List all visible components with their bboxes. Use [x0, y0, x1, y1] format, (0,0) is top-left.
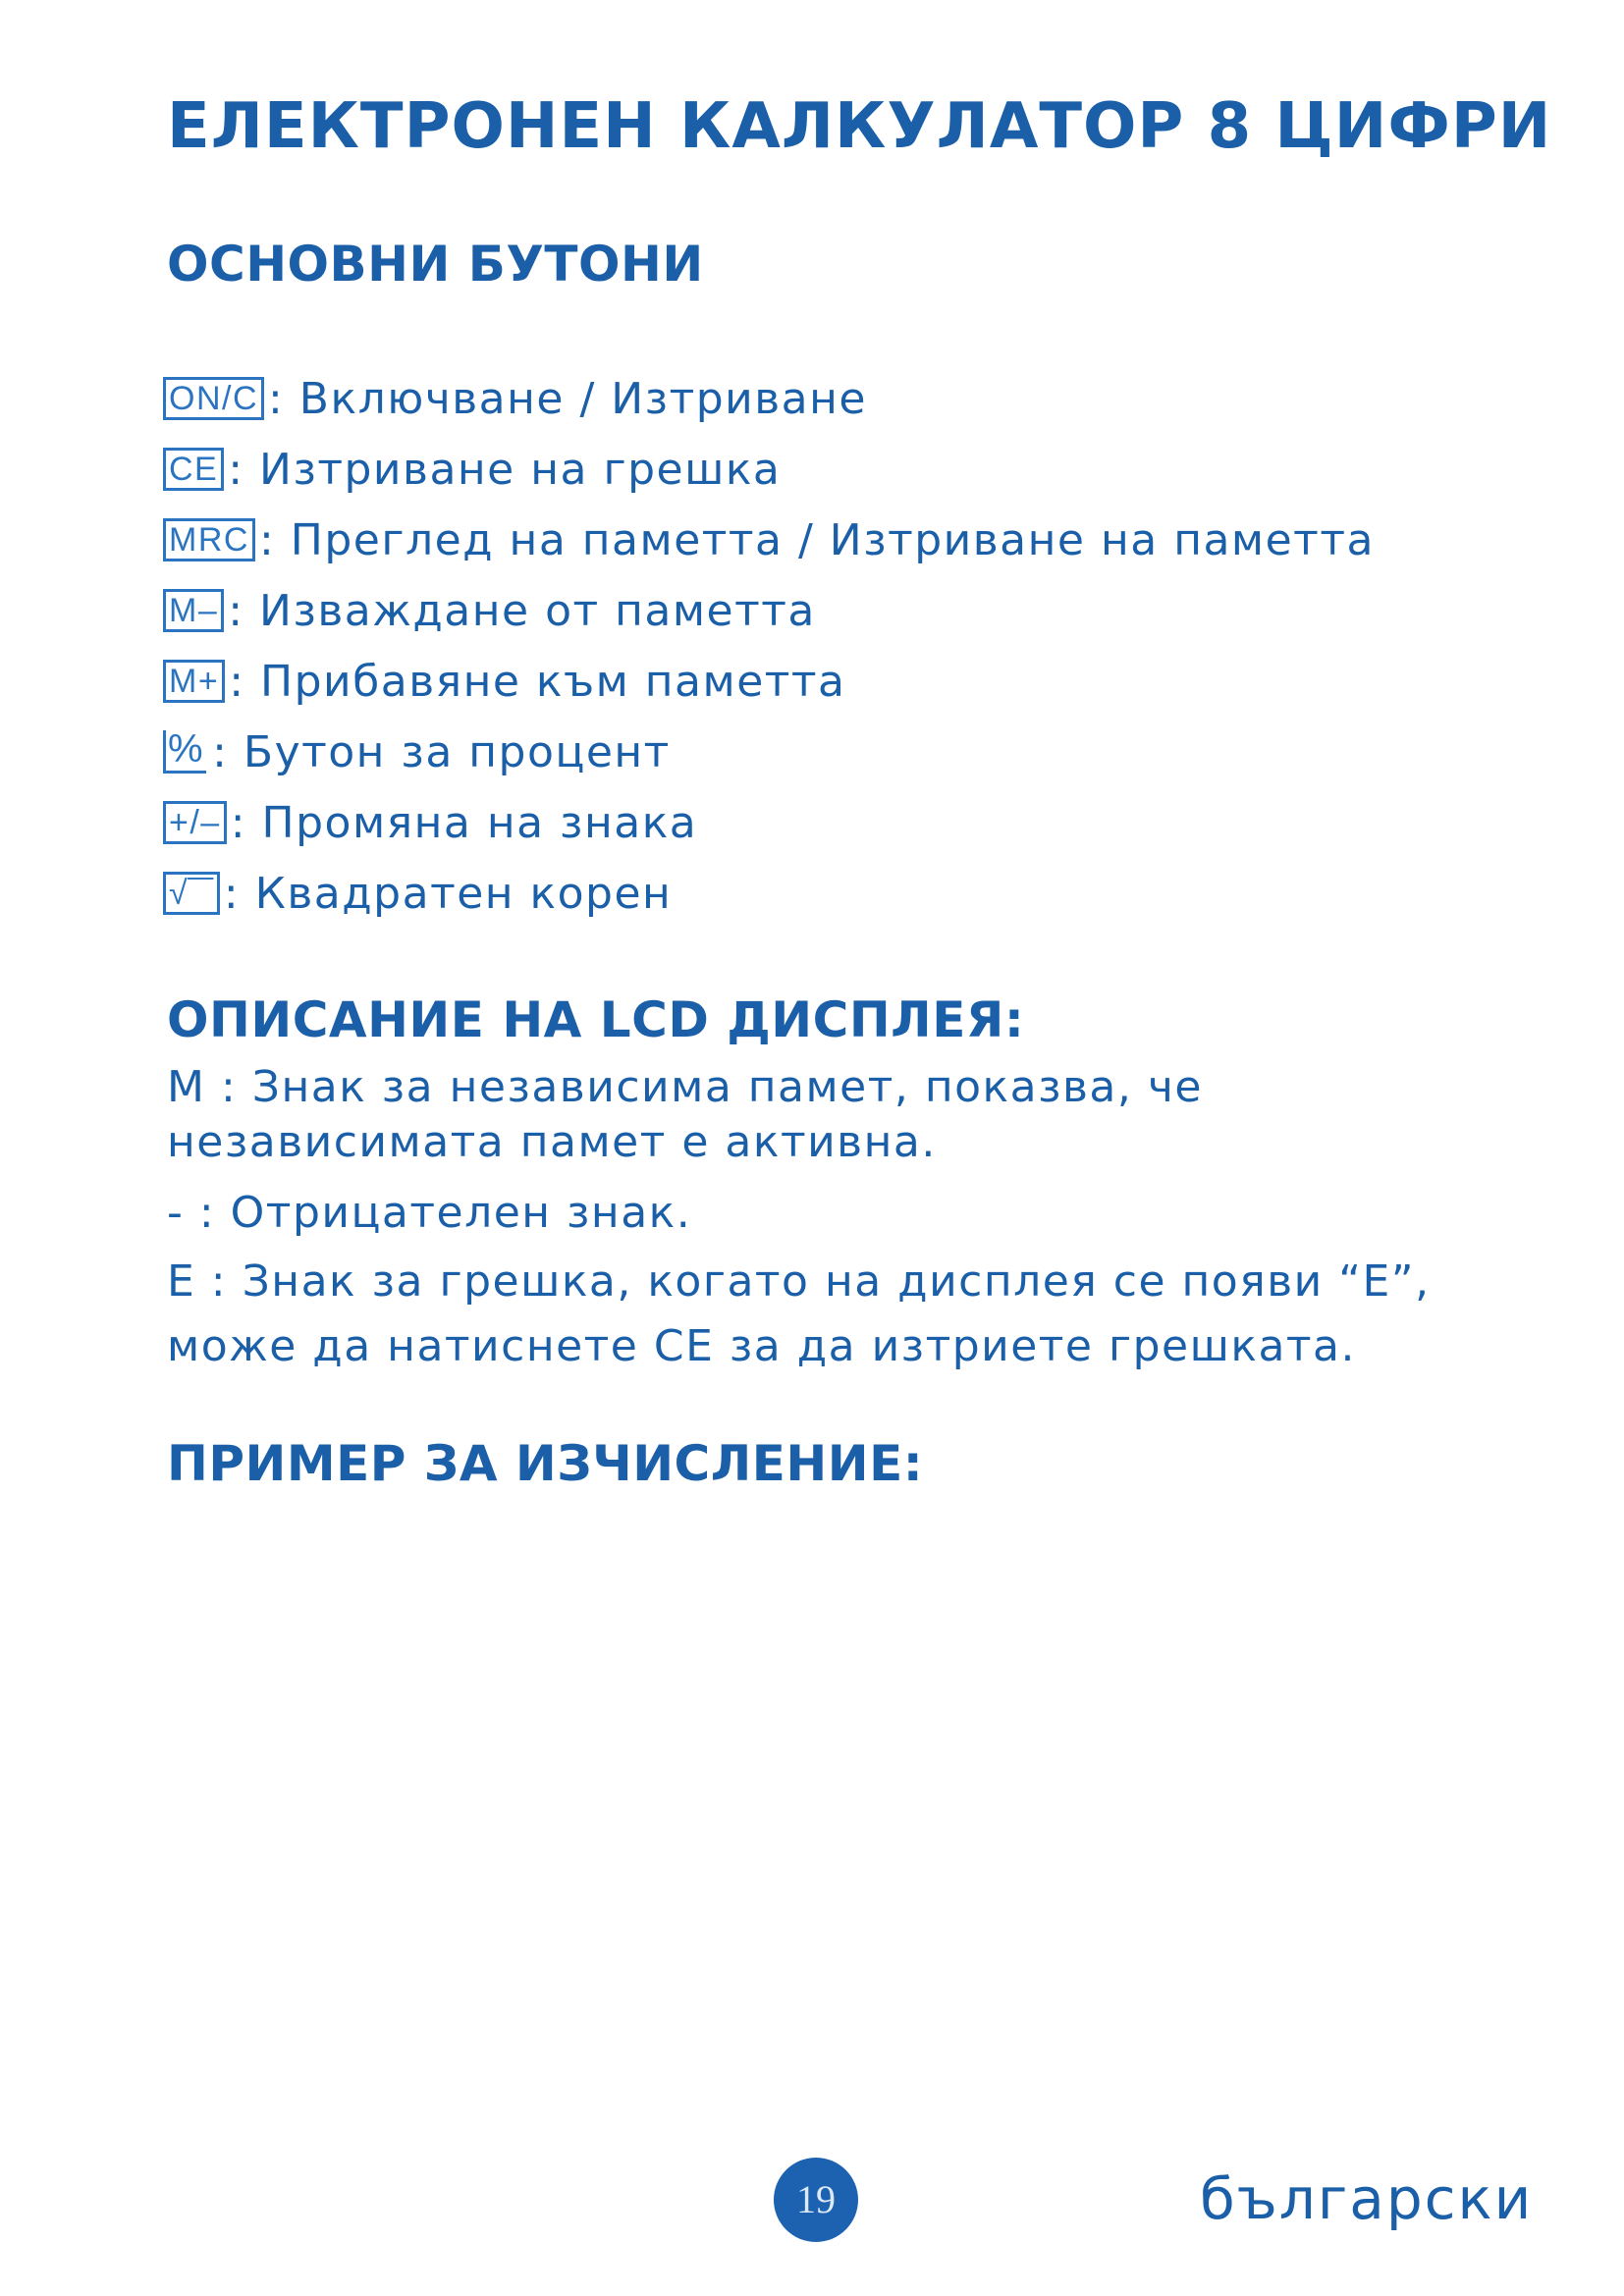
m-minus-key-icon: M– [163, 589, 224, 632]
example-heading: ПРИМЕР ЗА ИЗЧИСЛЕНИЕ: [167, 1435, 924, 1492]
button-row-percent [163, 726, 671, 777]
percent-description: : Бутон за процент [212, 726, 671, 777]
buttons-heading: ОСНОВНИ БУТОНИ [167, 236, 704, 293]
m-minus-description: : Изваждане от паметта [228, 585, 816, 636]
ce-key-icon: CE [163, 448, 224, 491]
ce-description: : Изтриване на грешка [228, 444, 782, 495]
on-c-description: : Включване / Изтриване [268, 373, 867, 424]
square-root-description: : Квадратен корен [223, 868, 673, 919]
lcd-m-line-2: независимата памет е активна. [167, 1117, 937, 1167]
square-root-key-icon: √‾‾ [163, 872, 220, 915]
lcd-e-line-2: може да натиснете CE за да изтриете грешката. [167, 1321, 1356, 1371]
mrc-description: : Преглед на паметта / Изтриване на паметта [258, 514, 1375, 565]
percent-key-icon: % [163, 730, 206, 774]
page-title: ЕЛЕКТРОНЕН КАЛКУЛАТОР 8 ЦИФРИ [167, 90, 1552, 163]
button-row-ce [163, 444, 781, 495]
mrc-key-icon: MRC [163, 518, 255, 561]
button-row-m-plus [163, 656, 846, 707]
sign-change-key-icon: +/– [163, 801, 227, 844]
button-row-sign [163, 797, 697, 848]
lcd-heading: ОПИСАНИЕ НА LCD ДИСПЛЕЯ: [167, 991, 1025, 1048]
lcd-m-line-1: M : Знак за независима памет, показва, че [167, 1062, 1203, 1112]
sign-change-description: : Промяна на знака [230, 797, 698, 848]
on-c-key-icon: ON/C [163, 377, 264, 420]
language-label: български [1200, 2165, 1534, 2232]
button-row-mrc [163, 514, 1375, 565]
lcd-minus-line: - : Отрицателен знак. [167, 1188, 692, 1238]
lcd-e-line-1: E : Знак за грешка, когато на дисплея се появи “E”, [167, 1256, 1431, 1307]
button-row-sqrt [163, 868, 672, 919]
button-row-m-minus [163, 585, 816, 636]
m-plus-key-icon: M+ [163, 660, 225, 703]
m-plus-description: : Прибавяне към паметта [229, 656, 846, 707]
button-row-on-c [163, 373, 867, 424]
page-number-badge: 19 [774, 2158, 858, 2242]
